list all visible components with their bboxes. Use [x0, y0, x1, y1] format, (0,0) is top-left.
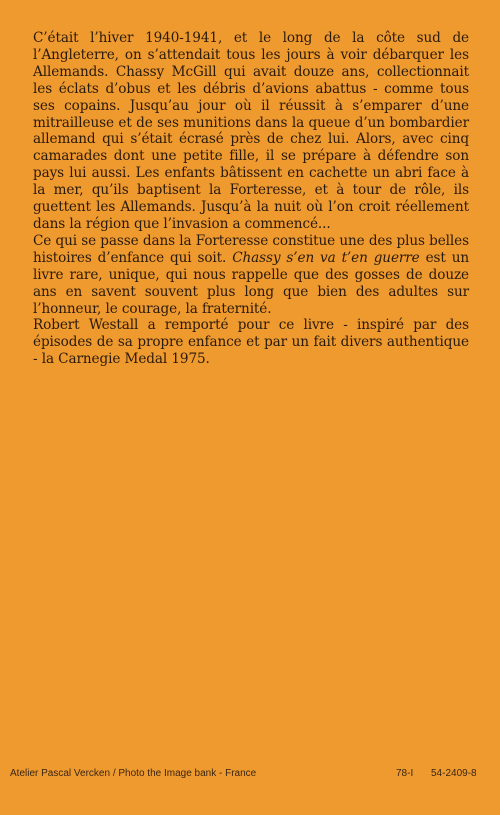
credits-line: [0, 768, 500, 784]
catalog-code: 78-I: [396, 768, 414, 779]
blurb-paragraph-1: C’était l’hiver 1940-1941, et le long de la côte sud de l’Angleterre, on s’attendait tous les jours à voir débarquer les Allemands. Chassy McGill qui avait douze ans, collectionnait les éclats d’obus et les débris d’avions abattus - comme tous ses copains. Jusqu’au jour où il réussit à s’emparer d’une mitrailleuse et de ses munitions dans la queue d’un bombardier allemand qui s’était écrasé près de chez lui. Alors, avec cinq camarades dont une petite fille, il se prépare à défendre son pays lui aussi. Les enfants bâtissent en cachette un abri face à la mer, qu’ils baptisent la Forteresse, et à tour de rôle, ils guettent les Allemands. Jusqu’à la nuit où l’on croit réellement dans la région que l’invasion a commencé...: [33, 30, 469, 232]
isbn-number: 54-2409-8: [431, 768, 477, 779]
book-blurb: [33, 30, 469, 368]
blurb-paragraph-2: [33, 233, 469, 318]
photo-credit: Atelier Pascal Vercken / Photo the Image bank - France: [10, 768, 257, 779]
blurb-paragraph-2-start: Ce qui se passe dans la Forteresse constitue une des plus belles histoires d’enfance qui soit.: [33, 232, 469, 266]
blurb-paragraph-3: Robert Westall a remporté pour ce livre - inspiré par des épisodes de sa propre enfance et par un fait divers authentique - la Carnegie Medal 1975.: [33, 317, 469, 368]
blurb-paragraph-2-end: est un livre rare, unique, qui nous rappelle que des gosses de douze ans en savent souvent plus long que bien des adultes sur l’honneur, le courage, la fraternité.: [33, 249, 469, 317]
book-title: Chassy s’en va t’en guerre: [232, 249, 420, 266]
